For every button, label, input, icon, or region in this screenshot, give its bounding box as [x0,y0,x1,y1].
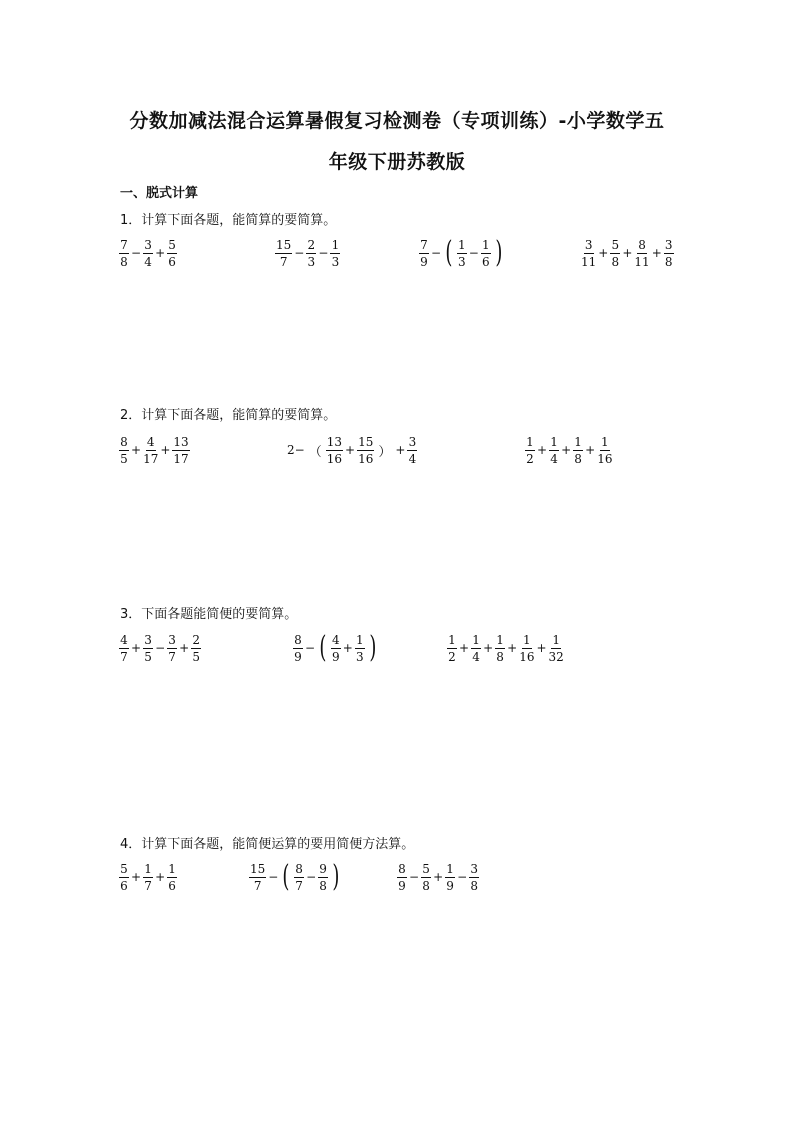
section-heading: 一、脱式计算 [120,186,199,201]
fraction [331,634,341,663]
fraction [275,239,292,268]
numerator: 2 [192,632,200,647]
denominator: 7 [295,878,303,893]
numerator: 13 [326,434,342,449]
fraction [634,239,649,268]
numerator: 3 [664,237,673,252]
numerator: 1 [356,632,364,647]
fraction [447,634,457,663]
left-paren: （ [308,444,322,460]
denominator: 3 [307,254,316,269]
plus-sign: + [483,641,494,655]
numerator: 3 [144,237,152,252]
minus-sign: − [155,641,166,655]
denominator: 8 [611,254,620,269]
numerator: 3 [144,632,152,647]
fraction [664,239,674,268]
left-paren: ( [319,630,327,665]
numerator: 1 [574,434,582,449]
denominator: 5 [192,649,200,664]
right-paren: ) [369,630,377,665]
numerator: 7 [120,237,128,252]
denominator: 7 [253,878,262,893]
numerator: 1 [496,632,504,647]
denominator: 16 [597,451,613,466]
fraction [143,436,158,465]
fraction [419,239,429,268]
fraction [294,863,304,892]
expression-2c [524,430,613,470]
plus-sign: + [131,641,142,655]
numerator: 8 [638,237,646,252]
expression-4a [118,857,178,897]
fraction [249,863,266,892]
denominator: 7 [168,649,176,664]
fraction [397,863,407,892]
plus-sign: + [179,641,190,655]
denominator: 2 [448,649,456,664]
numerator: 3 [470,861,478,876]
denominator: 3 [457,254,466,269]
numerator: 1 [601,434,609,449]
plus-sign: + [561,443,572,457]
fraction [119,634,129,663]
denominator: 11 [634,254,650,269]
fraction [318,863,328,892]
fraction [191,634,201,663]
numerator: 7 [420,237,428,252]
plus-sign: + [345,443,356,457]
right-paren: ) [495,235,503,270]
denominator: 4 [144,254,152,269]
numerator: 1 [144,861,152,876]
minus-sign: − [457,870,468,884]
minus-sign: − [268,870,279,884]
plus-sign: + [537,443,548,457]
numerator: 5 [422,861,430,876]
denominator: 5 [120,451,128,466]
fraction [355,634,365,663]
minus-sign: − [305,641,316,655]
fraction [549,634,564,663]
plus-sign: + [155,870,166,884]
fraction [573,436,583,465]
fraction [549,436,559,465]
fraction [610,239,620,268]
denominator: 7 [120,649,128,664]
numerator: 1 [168,861,176,876]
denominator: 6 [168,254,176,269]
denominator: 16 [326,451,342,466]
page-title-line1: 分数加减法混合运算暑假复习检测卷（专项训练）-小学数学五 [129,110,665,132]
fraction [143,239,153,268]
plus-sign: + [131,443,142,457]
numerator: 13 [173,434,189,449]
fraction [457,239,467,268]
plus-sign: + [585,443,596,457]
minus-sign: − [306,870,317,884]
expression-2b [286,430,418,470]
numerator: 8 [120,434,128,449]
numerator: 1 [448,632,456,647]
fraction [421,863,431,892]
denominator: 17 [173,451,189,466]
numerator: 2 [307,237,316,252]
plus-sign: + [536,641,547,655]
question-2-instruction: 2．计算下面各题，能简算的要简算。 [120,408,337,423]
denominator: 8 [664,254,673,269]
denominator: 11 [581,254,597,269]
numerator: 4 [331,632,340,647]
numerator: 8 [294,632,302,647]
denominator: 4 [472,649,480,664]
fraction [167,634,177,663]
minus-sign: − [409,870,420,884]
right-paren: ) [332,859,340,894]
fraction [581,239,596,268]
plus-sign: + [459,641,470,655]
question-1-instruction: 1．计算下面各题，能简算的要简算。 [120,213,337,228]
plus-sign: + [507,641,518,655]
denominator: 8 [120,254,128,269]
numerator: 15 [250,861,266,876]
expression-3b [292,628,380,668]
fraction [119,239,129,268]
fraction [119,863,129,892]
numerator: 8 [398,861,406,876]
expression-2a [118,430,191,470]
denominator: 9 [294,649,302,664]
denominator: 9 [446,878,454,893]
expression-1c [418,233,506,273]
fraction [330,239,340,268]
fraction [119,436,129,465]
numerator: 1 [331,237,340,252]
numerator: 1 [550,434,558,449]
fraction [471,634,481,663]
denominator: 3 [356,649,364,664]
denominator: 5 [144,649,152,664]
numerator: 9 [319,861,327,876]
fraction [357,436,374,465]
denominator: 8 [319,878,327,893]
numerator: 1 [446,861,454,876]
fraction [172,436,189,465]
numerator: 5 [168,237,176,252]
right-paren: ） [378,444,392,460]
fraction [525,436,535,465]
denominator: 8 [574,451,582,466]
numerator: 1 [552,632,560,647]
plus-sign: + [622,246,633,260]
denominator: 4 [550,451,558,466]
denominator: 17 [143,451,159,466]
two-minus: 2− [287,443,305,457]
numerator: 4 [146,434,155,449]
numerator: 1 [523,632,531,647]
expression-4c [396,857,480,897]
fraction [143,863,153,892]
fraction [481,239,491,268]
denominator: 9 [420,254,428,269]
expression-1b [274,233,341,273]
numerator: 15 [276,237,292,252]
minus-sign: − [294,246,305,260]
fraction [143,634,153,663]
denominator: 3 [331,254,340,269]
numerator: 5 [120,861,128,876]
fraction [469,863,479,892]
numerator: 15 [358,434,374,449]
denominator: 4 [408,451,417,466]
left-paren: ( [282,859,290,894]
plus-sign: + [395,443,406,457]
denominator: 8 [470,878,478,893]
minus-sign: − [431,246,442,260]
numerator: 8 [295,861,303,876]
numerator: 5 [611,237,620,252]
denominator: 16 [358,451,374,466]
plus-sign: + [651,246,662,260]
denominator: 6 [482,254,490,269]
denominator: 32 [548,649,564,664]
expression-1a [118,233,178,273]
expression-3c [446,628,565,668]
plus-sign: + [598,246,609,260]
numerator: 3 [408,434,417,449]
minus-sign: − [468,246,479,260]
denominator: 7 [279,254,288,269]
denominator: 16 [519,649,535,664]
fraction [293,634,303,663]
numerator: 1 [482,237,490,252]
question-3-instruction: 3．下面各题能简便的要简算。 [120,607,298,622]
denominator: 6 [168,878,176,893]
numerator: 3 [584,237,593,252]
fraction [167,863,177,892]
fraction [519,634,534,663]
left-paren: ( [445,235,453,270]
expression-4b [248,857,343,897]
numerator: 1 [526,434,534,449]
plus-sign: + [160,443,171,457]
denominator: 6 [120,878,128,893]
numerator: 3 [168,632,176,647]
fraction [495,634,505,663]
minus-sign: − [318,246,329,260]
numerator: 1 [457,237,466,252]
denominator: 7 [144,878,152,893]
fraction [326,436,343,465]
denominator: 8 [422,878,430,893]
fraction [407,436,417,465]
fraction [597,436,612,465]
page-title-line2: 年级下册苏教版 [328,151,466,173]
fraction [445,863,455,892]
denominator: 8 [496,649,504,664]
numerator: 1 [472,632,480,647]
plus-sign: + [131,870,142,884]
plus-sign: + [342,641,353,655]
denominator: 9 [331,649,340,664]
question-4-instruction: 4．计算下面各题，能简便运算的要用简便方法算。 [120,837,415,852]
expression-1d [580,233,675,273]
numerator: 4 [120,632,128,647]
denominator: 2 [526,451,534,466]
plus-sign: + [155,246,166,260]
fraction [167,239,177,268]
plus-sign: + [433,870,444,884]
fraction [306,239,316,268]
expression-3a [118,628,202,668]
minus-sign: − [131,246,142,260]
denominator: 9 [398,878,406,893]
